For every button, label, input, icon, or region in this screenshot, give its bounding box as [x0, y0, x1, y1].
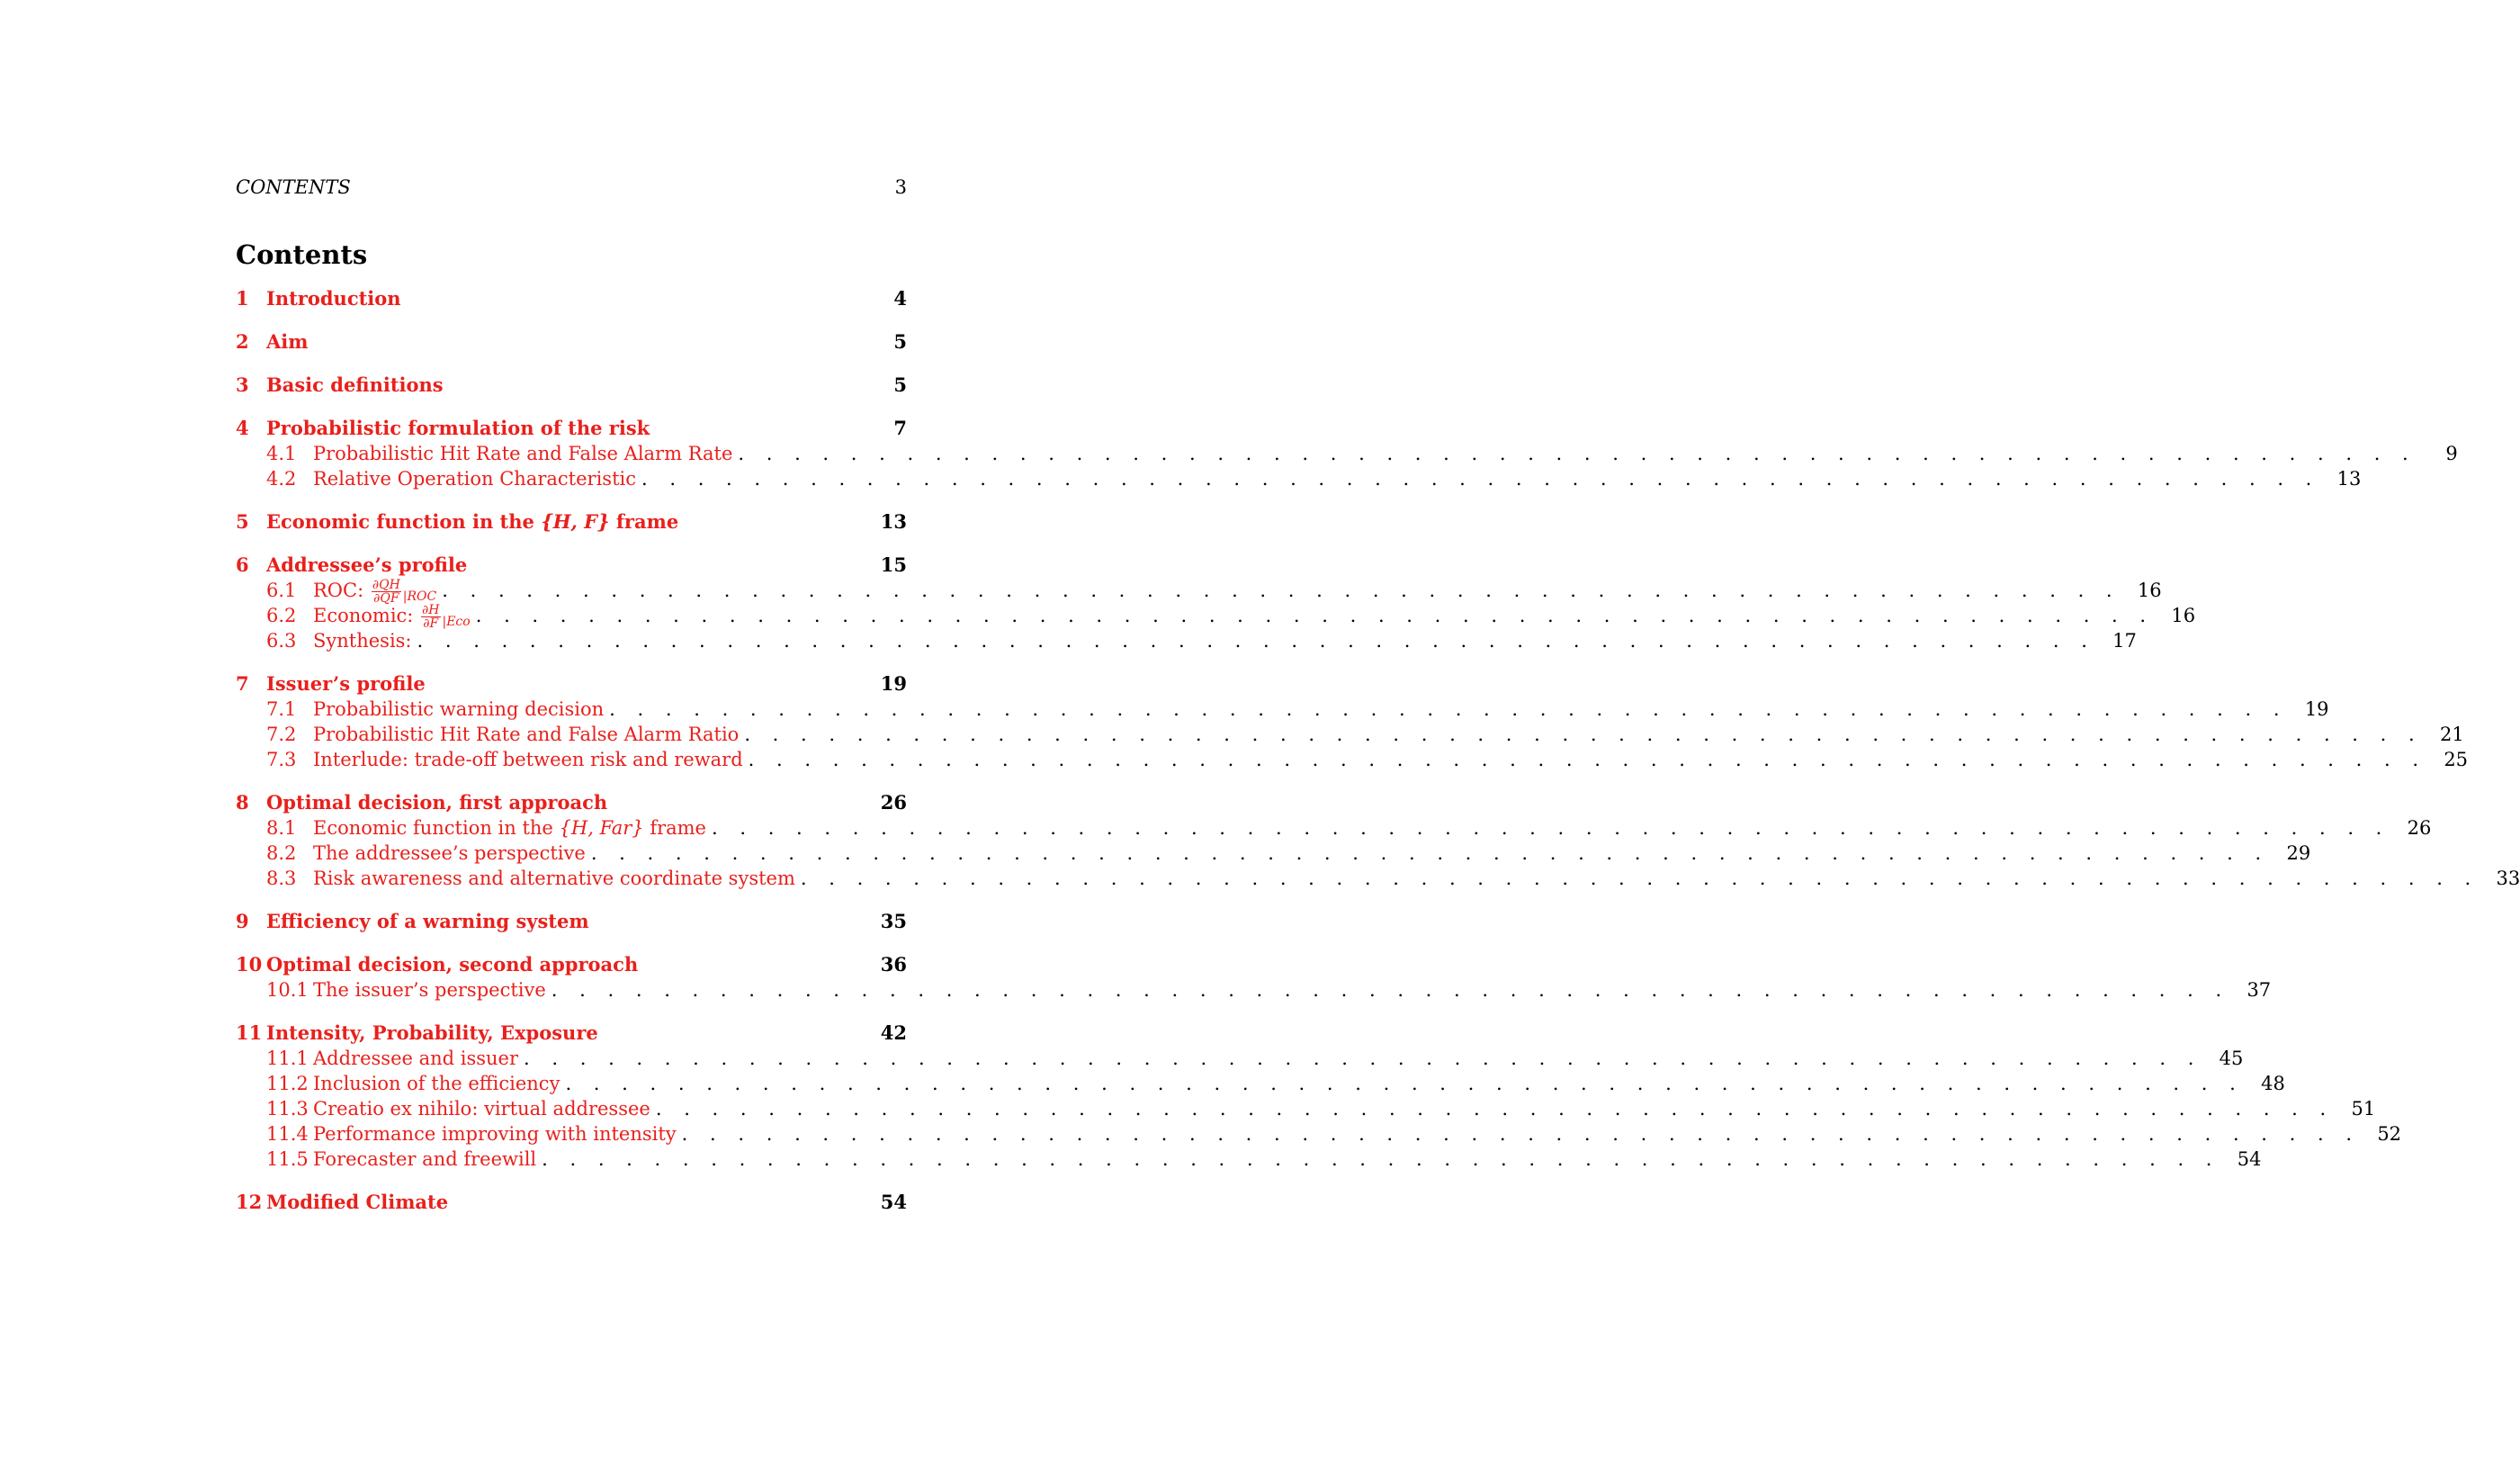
toc-section-entry[interactable] [236, 1021, 907, 1046]
toc-section-entry[interactable] [236, 329, 907, 355]
toc-section-group [236, 1021, 2402, 1172]
toc-section-group [236, 286, 907, 311]
subsection-page-number: 16 [2137, 580, 2162, 601]
section-page-number: 19 [880, 672, 907, 695]
toc-section-entry[interactable] [236, 952, 907, 977]
section-page-number: 4 [893, 287, 907, 310]
toc-section-entry[interactable] [236, 671, 907, 697]
subsection-page-number: 26 [2407, 817, 2432, 839]
section-page-number: 35 [880, 910, 907, 932]
subsection-title-link[interactable]: Probabilistic Hit Rate and False Alarm Ratio [313, 724, 740, 745]
section-number: 1 [236, 287, 249, 310]
subsection-page-number: 19 [2304, 698, 2329, 720]
subsection-page-number: 29 [2286, 842, 2311, 864]
section-title-link[interactable]: Aim [266, 330, 309, 353]
subsection-title-link[interactable] [313, 815, 706, 841]
dot-leader: . . . . . . . . . . . . . . . . . . . . . . . . . . . . . . . . . . . . . . . . . . . . . . . . . . . . . . . . . . . . [744, 724, 2423, 745]
section-title-link[interactable]: Intensity, Probability, Exposure [266, 1021, 598, 1044]
section-number: 11 [236, 1021, 263, 1044]
toc-section-group [236, 790, 2520, 891]
dot-leader: . . . . . . . . . . . . . . . . . . . . . . . . . . . . . . . . . . . . . . . . . . . . . . . . . . . . . . . . . . . . [712, 817, 2390, 839]
section-page-number: 36 [880, 953, 907, 976]
title-text: Economic: [313, 605, 420, 626]
fraction-denominator: ∂F [423, 616, 439, 631]
title-subscript: |ROC [402, 589, 437, 604]
section-page-number: 15 [880, 553, 907, 576]
toc-section-group [236, 909, 907, 934]
subsection-number: 6.3 [266, 630, 297, 652]
toc-subsection-entry[interactable] [236, 697, 2329, 722]
toc-section-group [236, 416, 2458, 491]
section-title-link[interactable]: Addressee’s profile [266, 553, 468, 576]
dot-leader: . . . . . . . . . . . . . . . . . . . . . . . . . . . . . . . . . . . . . . . . . . . . . . . . . . . . . . . . . . . . [551, 979, 2230, 1001]
toc-section-entry[interactable] [236, 553, 907, 578]
subsection-title-link[interactable]: Synthesis: [313, 630, 412, 652]
section-number: 9 [236, 910, 249, 932]
subsection-title-link[interactable]: The addressee’s perspective [313, 842, 586, 864]
subsection-page-number: 51 [2351, 1098, 2376, 1120]
running-head-page-number: 3 [894, 176, 907, 198]
section-page-number: 5 [893, 330, 907, 353]
subsection-title-link[interactable]: The issuer’s perspective [313, 979, 546, 1001]
section-page-number: 42 [880, 1021, 907, 1044]
dot-leader: . . . . . . . . . . . . . . . . . . . . . . . . . . . . . . . . . . . . . . . . . . . . . . . . . . . . . . . . . . . . [565, 1073, 2244, 1094]
subsection-number: 6.1 [266, 580, 297, 601]
toc-subsection-entry[interactable] [236, 578, 2162, 606]
subsection-page-number: 52 [2377, 1123, 2402, 1145]
section-page-number: 26 [880, 791, 907, 814]
subsection-page-number: 13 [2336, 468, 2362, 490]
toc-section-group [236, 1190, 907, 1215]
fraction-numerator: ∂H [422, 603, 440, 617]
subsection-number: 10.1 [266, 979, 309, 1001]
toc-subsection-entry[interactable] [236, 441, 2458, 466]
section-number: 4 [236, 417, 249, 439]
subsection-title-link[interactable]: Inclusion of the efficiency [313, 1073, 560, 1094]
document-page [236, 0, 2520, 1484]
title-text: Economic function in the [266, 510, 542, 533]
section-page-number: 5 [893, 373, 907, 396]
section-number: 6 [236, 553, 249, 576]
subsection-number: 11.4 [266, 1123, 309, 1145]
subsection-number: 4.2 [266, 468, 297, 490]
running-head [236, 176, 907, 203]
dot-leader: . . . . . . . . . . . . . . . . . . . . . . . . . . . . . . . . . . . . . . . . . . . . . . . . . . . . . . . . . . . . [590, 842, 2270, 864]
dot-leader: . . . . . . . . . . . . . . . . . . . . . . . . . . . . . . . . . . . . . . . . . . . . . . . . . . . . . . . . . . . . [655, 1098, 2335, 1120]
title-text: frame [609, 510, 679, 533]
section-number: 10 [236, 953, 263, 976]
toc-section-entry[interactable] [236, 373, 907, 398]
section-number: 8 [236, 791, 249, 814]
dot-leader: . . . . . . . . . . . . . . . . . . . . . . . . . . . . . . . . . . . . . . . . . . . . . . . . . . . . . . . . . . . . [417, 630, 2095, 652]
dot-leader: . . . . . . . . . . . . . . . . . . . . . . . . . . . . . . . . . . . . . . . . . . . . . . . . . . . . . . . . . . . . [800, 868, 2480, 889]
toc-section-group [236, 329, 907, 355]
section-page-number: 7 [893, 417, 907, 439]
subsection-page-number: 54 [2237, 1148, 2262, 1170]
subsection-page-number: 9 [2445, 443, 2458, 464]
fraction-numerator: ∂QH [372, 578, 400, 592]
title-text: ROC: [313, 580, 370, 601]
subsection-title-link[interactable]: Probabilistic Hit Rate and False Alarm Rate [313, 443, 733, 464]
toc-subsection-entry[interactable] [236, 977, 2272, 1003]
section-number: 2 [236, 330, 249, 353]
title-math: {H, Far} [559, 817, 644, 839]
toc-subsection-entry[interactable] [236, 841, 2311, 866]
dot-leader: . . . . . . . . . . . . . . . . . . . . . . . . . . . . . . . . . . . . . . . . . . . . . . . . . . . . . . . . . . . . [475, 605, 2155, 626]
subsection-title-link[interactable]: Performance improving with intensity [313, 1123, 677, 1145]
toc-section-group [236, 671, 2469, 772]
toc-subsection-entry[interactable] [236, 722, 2464, 747]
section-title-link[interactable]: Efficiency of a warning system [266, 910, 589, 932]
subsection-title-link[interactable]: Forecaster and freewill [313, 1148, 537, 1170]
title-math: {H, F} [541, 510, 610, 533]
title-subscript: |Eco [442, 615, 471, 629]
subsection-title-link[interactable]: Probabilistic warning decision [313, 698, 605, 720]
section-title-link[interactable]: Optimal decision, first approach [266, 791, 608, 814]
toc-subsection-entry[interactable] [236, 1071, 2285, 1096]
section-number: 5 [236, 510, 249, 533]
toc-section-entry[interactable] [236, 790, 907, 815]
dot-leader: . . . . . . . . . . . . . . . . . . . . . . . . . . . . . . . . . . . . . . . . . . . . . . . . . . . . . . . . . . . . [748, 749, 2427, 770]
subsection-page-number: 16 [2171, 605, 2196, 626]
subsection-page-number: 25 [2444, 749, 2469, 770]
subsection-page-number: 33 [2496, 868, 2520, 889]
dot-leader: . . . . . . . . . . . . . . . . . . . . . . . . . . . . . . . . . . . . . . . . . . . . . . . . . . . . . . . . . . . . [542, 1148, 2220, 1170]
toc-section-entry[interactable] [236, 1190, 907, 1215]
subsection-page-number: 21 [2439, 724, 2464, 745]
section-page-number: 54 [880, 1191, 907, 1213]
toc-subsection-entry[interactable] [236, 1096, 2376, 1121]
subsection-number: 11.3 [266, 1098, 309, 1120]
subsection-number: 8.3 [266, 868, 297, 889]
subsection-page-number: 17 [2112, 630, 2137, 652]
subsection-number: 7.2 [266, 724, 297, 745]
toc-section-entry[interactable] [236, 416, 907, 441]
toc-subsection-entry[interactable] [236, 1046, 2244, 1071]
section-title-link[interactable]: Probabilistic formulation of the risk [266, 417, 650, 439]
subsection-number: 8.2 [266, 842, 297, 864]
subsection-page-number: 48 [2261, 1073, 2285, 1094]
toc-heading: Contents [236, 239, 368, 270]
subsection-number: 11.5 [266, 1148, 309, 1170]
toc-subsection-entry[interactable] [236, 815, 2432, 841]
fraction [372, 579, 401, 605]
section-title-link[interactable] [266, 509, 862, 535]
toc-section-group [236, 952, 2272, 1003]
dot-leader: . . . . . . . . . . . . . . . . . . . . . . . . . . . . . . . . . . . . . . . . . . . . . . . . . . . . . . . . . . . . [442, 580, 2121, 601]
section-title-link[interactable]: Basic definitions [266, 373, 444, 396]
dot-leader: . . . . . . . . . . . . . . . . . . . . . . . . . . . . . . . . . . . . . . . . . . . . . . . . . . . . . . . . . . . . [738, 443, 2417, 464]
toc-section-entry[interactable] [236, 509, 907, 535]
section-page-number: 13 [880, 510, 907, 533]
toc-subsection-entry[interactable] [236, 1147, 2262, 1172]
running-head-title: CONTENTS [236, 176, 351, 198]
toc-subsection-entry[interactable] [236, 866, 2520, 891]
subsection-number: 11.1 [266, 1048, 309, 1069]
toc-section-entry[interactable] [236, 286, 907, 311]
toc-subsection-entry[interactable] [236, 747, 2469, 772]
section-title-link[interactable]: Optimal decision, second approach [266, 953, 639, 976]
dot-leader: . . . . . . . . . . . . . . . . . . . . . . . . . . . . . . . . . . . . . . . . . . . . . . . . . . . . . . . . . . . . [681, 1123, 2361, 1145]
title-text: Economic function in the [313, 817, 560, 839]
dot-leader: . . . . . . . . . . . . . . . . . . . . . . . . . . . . . . . . . . . . . . . . . . . . . . . . . . . . . . . . . . . . [609, 698, 2288, 720]
section-title-link[interactable]: Modified Climate [266, 1191, 449, 1213]
toc-subsection-entry[interactable] [236, 628, 2137, 653]
dot-leader: . . . . . . . . . . . . . . . . . . . . . . . . . . . . . . . . . . . . . . . . . . . . . . . . . . . . . . . . . . . . [641, 468, 2320, 490]
dot-leader: . . . . . . . . . . . . . . . . . . . . . . . . . . . . . . . . . . . . . . . . . . . . . . . . . . . . . . . . . . . . [524, 1048, 2202, 1069]
subsection-page-number: 45 [2219, 1048, 2244, 1069]
table-of-contents [236, 286, 2520, 1233]
subsection-title-link[interactable]: Risk awareness and alternative coordinate system [313, 868, 795, 889]
section-number: 7 [236, 672, 249, 695]
section-number: 12 [236, 1191, 263, 1213]
toc-subsection-entry[interactable] [236, 466, 2362, 491]
subsection-title-link[interactable]: Creatio ex nihilo: virtual addressee [313, 1098, 650, 1120]
subsection-title-link[interactable]: Interlude: trade-off between risk and reward [313, 749, 743, 770]
section-title-link[interactable]: Introduction [266, 287, 401, 310]
fraction-denominator: ∂QF [373, 591, 399, 606]
subsection-number: 8.1 [266, 817, 297, 839]
toc-section-entry[interactable] [236, 909, 907, 934]
subsection-page-number: 37 [2246, 979, 2272, 1001]
subsection-title-link[interactable]: Addressee and issuer [313, 1048, 519, 1069]
section-title-link[interactable]: Issuer’s profile [266, 672, 426, 695]
subsection-number: 4.1 [266, 443, 297, 464]
toc-subsection-entry[interactable] [236, 1121, 2402, 1147]
subsection-number: 11.2 [266, 1073, 309, 1094]
toc-subsection-entry[interactable] [236, 603, 2196, 631]
section-number: 3 [236, 373, 249, 396]
fraction [421, 604, 440, 630]
subsection-number: 7.1 [266, 698, 297, 720]
toc-section-group [236, 553, 2196, 653]
subsection-number: 7.3 [266, 749, 297, 770]
toc-section-group [236, 509, 907, 535]
toc-section-group [236, 373, 907, 398]
title-text: frame [643, 817, 706, 839]
subsection-title-link[interactable]: Relative Operation Characteristic [313, 468, 636, 490]
subsection-number: 6.2 [266, 605, 297, 626]
